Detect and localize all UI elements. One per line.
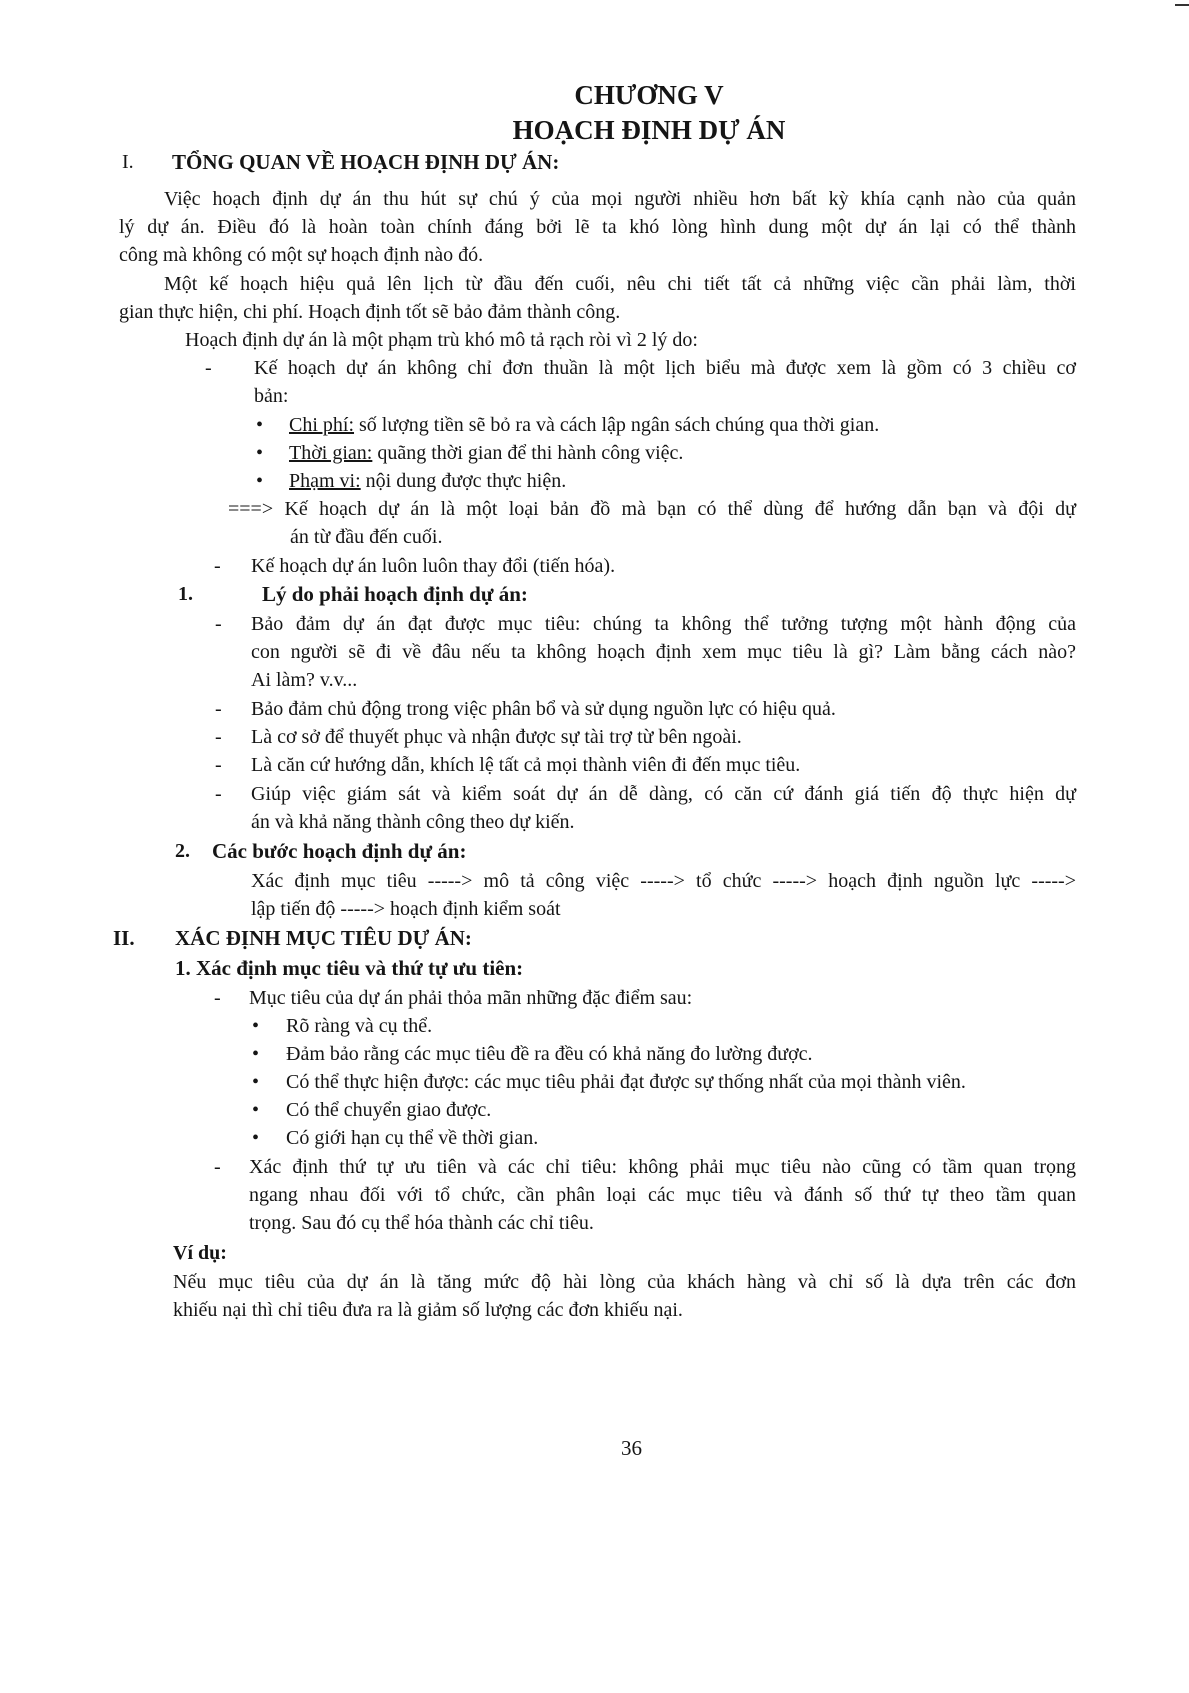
bullet-marker: • xyxy=(252,1099,260,1121)
bullet-marker: • xyxy=(256,442,264,464)
list-item: Có giới hạn cụ thể về thời gian. xyxy=(286,1127,539,1149)
dash-marker: - xyxy=(214,987,221,1009)
list-item: Giúp việc giám sát và kiểm soát dự án dễ dàng, có căn cứ đánh giá tiến độ thực hiện dự xyxy=(251,783,1076,805)
list-item: Kế hoạch dự án luôn luôn thay đổi (tiến hóa). xyxy=(251,555,616,577)
subsection-number: 1. xyxy=(178,583,193,605)
term-time: Thời gian: xyxy=(289,442,373,464)
list-item: Chi phí: số lượng tiền sẽ bỏ ra và cách lập ngân sách chúng qua thời gian. xyxy=(289,414,880,436)
dash-marker: - xyxy=(215,783,222,805)
list-item: Bảo đảm chủ động trong việc phân bổ và sử dụng nguồn lực có hiệu quả. xyxy=(251,698,836,720)
paragraph-line: lý dự án. Điều đó là hoàn toàn chính đáng bởi lẽ ta khó lòng hình dung một dự án lại có thể thành xyxy=(119,216,1076,238)
paragraph-line: gian thực hiện, chi phí. Hoạch định tốt sẽ bảo đảm thành công. xyxy=(119,301,621,323)
list-item: Xác định thứ tự ưu tiên và các chỉ tiêu: không phải mục tiêu nào cũng có tầm quan trọng xyxy=(249,1156,1076,1178)
list-item: Bảo đảm dự án đạt được mục tiêu: chúng ta không thể tưởng tượng một hành động của xyxy=(251,613,1076,635)
subsection-heading: Lý do phải hoạch định dự án: xyxy=(262,582,528,606)
section-2-number: II. xyxy=(113,926,135,950)
list-item: con người sẽ đi về đâu nếu ta không hoạch định xem mục tiêu là gì? Làm bằng cách nào? xyxy=(251,641,1076,663)
example-line: Nếu mục tiêu của dự án là tăng mức độ hài lòng của khách hàng và chỉ số là dựa trên các đơn xyxy=(173,1271,1076,1293)
list-item: Phạm vi: nội dung được thực hiện. xyxy=(289,470,567,492)
paragraph-line: Việc hoạch định dự án thu hút sự chú ý của mọi người nhiều hơn bất kỳ khía cạnh nào của quản xyxy=(164,188,1076,210)
list-item: án và khả năng thành công theo dự kiến. xyxy=(251,811,575,833)
steps-line: Xác định mục tiêu -----> mô tả công việc -----> tổ chức -----> hoạch định nguồn lực -----> xyxy=(251,870,1076,892)
paragraph-line: Hoạch định dự án là một phạm trù khó mô tả rạch ròi vì 2 lý do: xyxy=(185,329,698,351)
arrow-line: ===> Kế hoạch dự án là một loại bản đồ mà bạn có thể dùng để hướng dẫn bạn và đội dự xyxy=(228,498,1076,520)
list-item: trọng. Sau đó cụ thể hóa thành các chỉ tiêu. xyxy=(249,1212,594,1234)
example-label: Ví dụ: xyxy=(173,1242,227,1264)
paragraph-line: Một kế hoạch hiệu quả lên lịch từ đầu đến cuối, nêu chi tiết tất cả những việc cần phải làm, thời xyxy=(164,273,1076,295)
list-item: Thời gian: quãng thời gian để thi hành công việc. xyxy=(289,442,684,464)
dash-marker: - xyxy=(215,726,222,748)
bullet-marker: • xyxy=(256,414,264,436)
bullet-marker: • xyxy=(252,1127,260,1149)
term-scope: Phạm vi: xyxy=(289,470,361,492)
section-1-heading: TỔNG QUAN VỀ HOẠCH ĐỊNH DỰ ÁN: xyxy=(172,150,560,174)
bullet-marker: • xyxy=(252,1043,260,1065)
scan-mark xyxy=(1175,4,1189,6)
list-item: Có thể thực hiện được: các mục tiêu phải đạt được sự thống nhất của mọi thành viên. xyxy=(286,1071,966,1093)
list-item: Là cơ sở để thuyết phục và nhận được sự tài trợ từ bên ngoài. xyxy=(251,726,742,748)
subsection-heading: Các bước hoạch định dự án: xyxy=(212,839,467,863)
dash-marker: - xyxy=(214,555,221,577)
section-1-number: I. xyxy=(122,151,134,173)
list-item: Mục tiêu của dự án phải thỏa mãn những đặc điểm sau: xyxy=(249,987,693,1009)
dash-marker: - xyxy=(215,698,222,720)
dash-marker: - xyxy=(215,754,222,776)
subsection-heading: 1. Xác định mục tiêu và thứ tự ưu tiên: xyxy=(175,956,524,980)
arrow-line: án từ đầu đến cuối. xyxy=(290,526,443,548)
list-item: Đảm bảo rằng các mục tiêu đề ra đều có khả năng đo lường được. xyxy=(286,1043,813,1065)
list-item: Kế hoạch dự án không chỉ đơn thuần là một lịch biểu mà được xem là gồm có 3 chiều cơ xyxy=(254,357,1076,379)
list-item: ngang nhau đối với tổ chức, cần phân loại các mục tiêu và đánh số thứ tự theo tầm quan xyxy=(249,1184,1076,1206)
dash-marker: - xyxy=(205,357,212,379)
paragraph-line: công mà không có một sự hoạch định nào đó. xyxy=(119,244,484,266)
subsection-number: 2. xyxy=(175,840,190,862)
chapter-title: HOẠCH ĐỊNH DỰ ÁN xyxy=(512,115,786,145)
section-2-heading: XÁC ĐỊNH MỤC TIÊU DỰ ÁN: xyxy=(175,926,472,950)
term-cost: Chi phí: xyxy=(289,414,355,436)
list-item: bản: xyxy=(254,385,289,407)
list-item: Ai làm? v.v... xyxy=(251,669,358,691)
bullet-marker: • xyxy=(252,1071,260,1093)
list-item: Rõ ràng và cụ thể. xyxy=(286,1015,433,1037)
bullet-marker: • xyxy=(256,470,264,492)
example-line: khiếu nại thì chỉ tiêu đưa ra là giảm số lượng các đơn khiếu nại. xyxy=(173,1299,683,1321)
chapter-number: CHƯƠNG V xyxy=(574,80,724,110)
list-item: Là căn cứ hướng dẫn, khích lệ tất cả mọi thành viên đi đến mục tiêu. xyxy=(251,754,801,776)
list-item: Có thể chuyển giao được. xyxy=(286,1099,492,1121)
dash-marker: - xyxy=(214,1156,221,1178)
page-number: 36 xyxy=(621,1436,642,1460)
dash-marker: - xyxy=(215,613,222,635)
steps-line: lập tiến độ -----> hoạch định kiểm soát xyxy=(251,898,561,920)
bullet-marker: • xyxy=(252,1015,260,1037)
